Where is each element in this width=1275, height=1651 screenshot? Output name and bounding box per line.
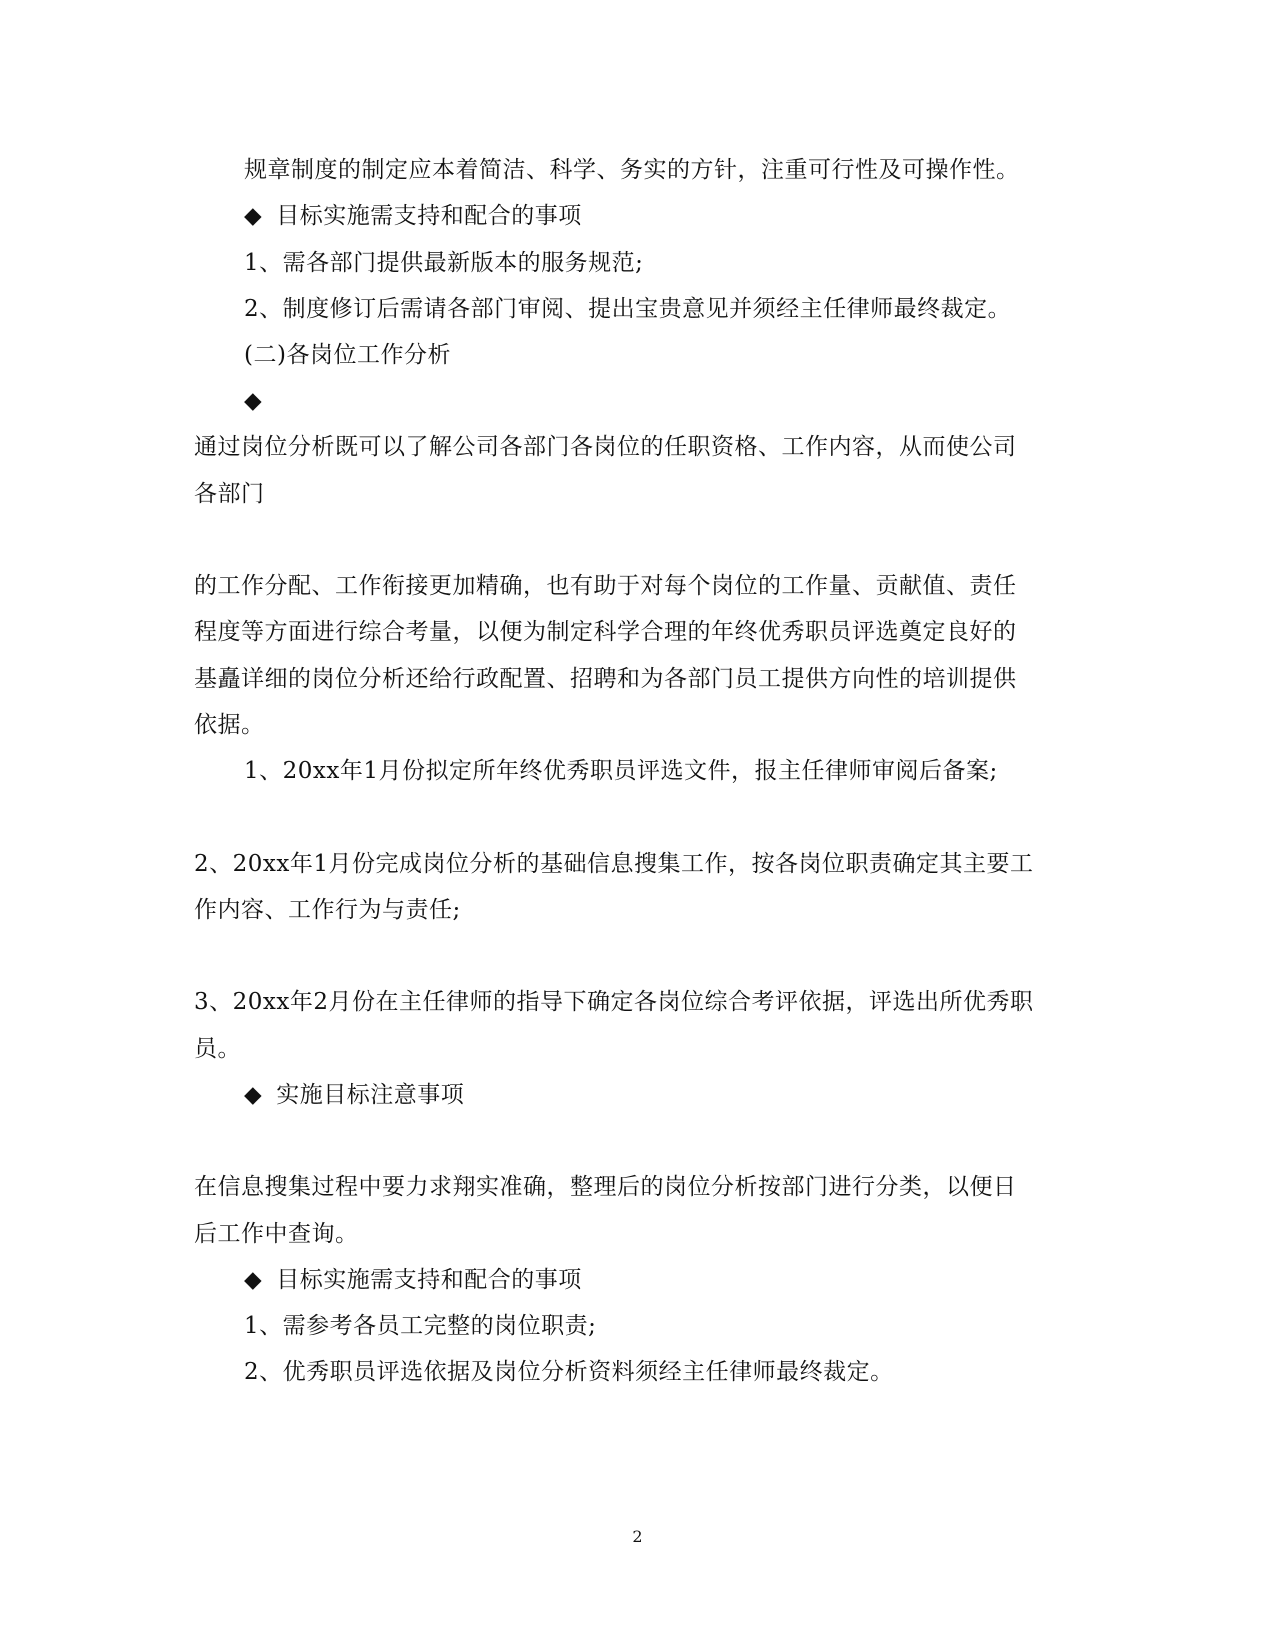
list-item-continuation: 员。 bbox=[194, 1036, 241, 1062]
paragraph-line: 程度等方面进行综合考量，以便为制定科学合理的年终优秀职员评选奠定良好的 bbox=[194, 619, 1017, 645]
paragraph-line: 各部门 bbox=[194, 481, 265, 507]
list-item: 2、制度修订后需请各部门审阅、提出宝贵意见并须经主任律师最终裁定。 bbox=[244, 296, 1012, 322]
bullet-heading-notes bbox=[244, 1080, 464, 1110]
diamond-bullet-icon: ◆ bbox=[244, 388, 263, 414]
bullet-heading-support bbox=[244, 201, 582, 231]
list-item: 1、20xx年1月份拟定所年终优秀职员评选文件，报主任律师审阅后备案; bbox=[244, 758, 998, 784]
bullet-heading-text: 实施目标注意事项 bbox=[276, 1082, 465, 1108]
list-item: 2、20xx年1月份完成岗位分析的基础信息搜集工作，按各岗位职责确定其主要工 bbox=[194, 851, 1034, 877]
section-heading: (二)各岗位工作分析 bbox=[244, 342, 451, 368]
bullet-heading-support bbox=[244, 1265, 582, 1295]
diamond-bullet-icon: ◆ bbox=[244, 1082, 263, 1108]
diamond-bullet-icon: ◆ bbox=[244, 1267, 263, 1293]
paragraph-line: 的工作分配、工作衔接更加精确，也有助于对每个岗位的工作量、贡献值、责任 bbox=[194, 573, 1017, 599]
list-item: 2、优秀职员评选依据及岗位分析资料须经主任律师最终裁定。 bbox=[244, 1359, 894, 1385]
list-item: 1、需各部门提供最新版本的服务规范; bbox=[244, 250, 644, 276]
page-number: 2 bbox=[632, 1527, 643, 1546]
list-item: 1、需参考各员工完整的岗位职责; bbox=[244, 1313, 597, 1339]
list-item: 3、20xx年2月份在主任律师的指导下确定各岗位综合考评依据，评选出所优秀职 bbox=[194, 989, 1034, 1015]
paragraph-regulation-principle: 规章制度的制定应本着简洁、科学、务实的方针，注重可行性及可操作性。 bbox=[244, 157, 1020, 183]
paragraph-line: 通过岗位分析既可以了解公司各部门各岗位的任职资格、工作内容，从而使公司 bbox=[194, 434, 1017, 460]
paragraph-line: 后工作中查询。 bbox=[194, 1221, 359, 1247]
diamond-bullet-icon: ◆ bbox=[244, 203, 263, 229]
paragraph-line: 在信息搜集过程中要力求翔实准确，整理后的岗位分析按部门进行分类，以便日 bbox=[194, 1174, 1017, 1200]
paragraph-line: 基矗详细的岗位分析还给行政配置、招聘和为各部门员工提供方向性的培训提供 bbox=[194, 666, 1017, 692]
list-item-continuation: 作内容、工作行为与责任; bbox=[194, 897, 461, 923]
bullet-heading-text: 目标实施需支持和配合的事项 bbox=[276, 1267, 582, 1293]
bullet-heading-text: 目标实施需支持和配合的事项 bbox=[276, 203, 582, 229]
paragraph-line: 依据。 bbox=[194, 712, 265, 738]
